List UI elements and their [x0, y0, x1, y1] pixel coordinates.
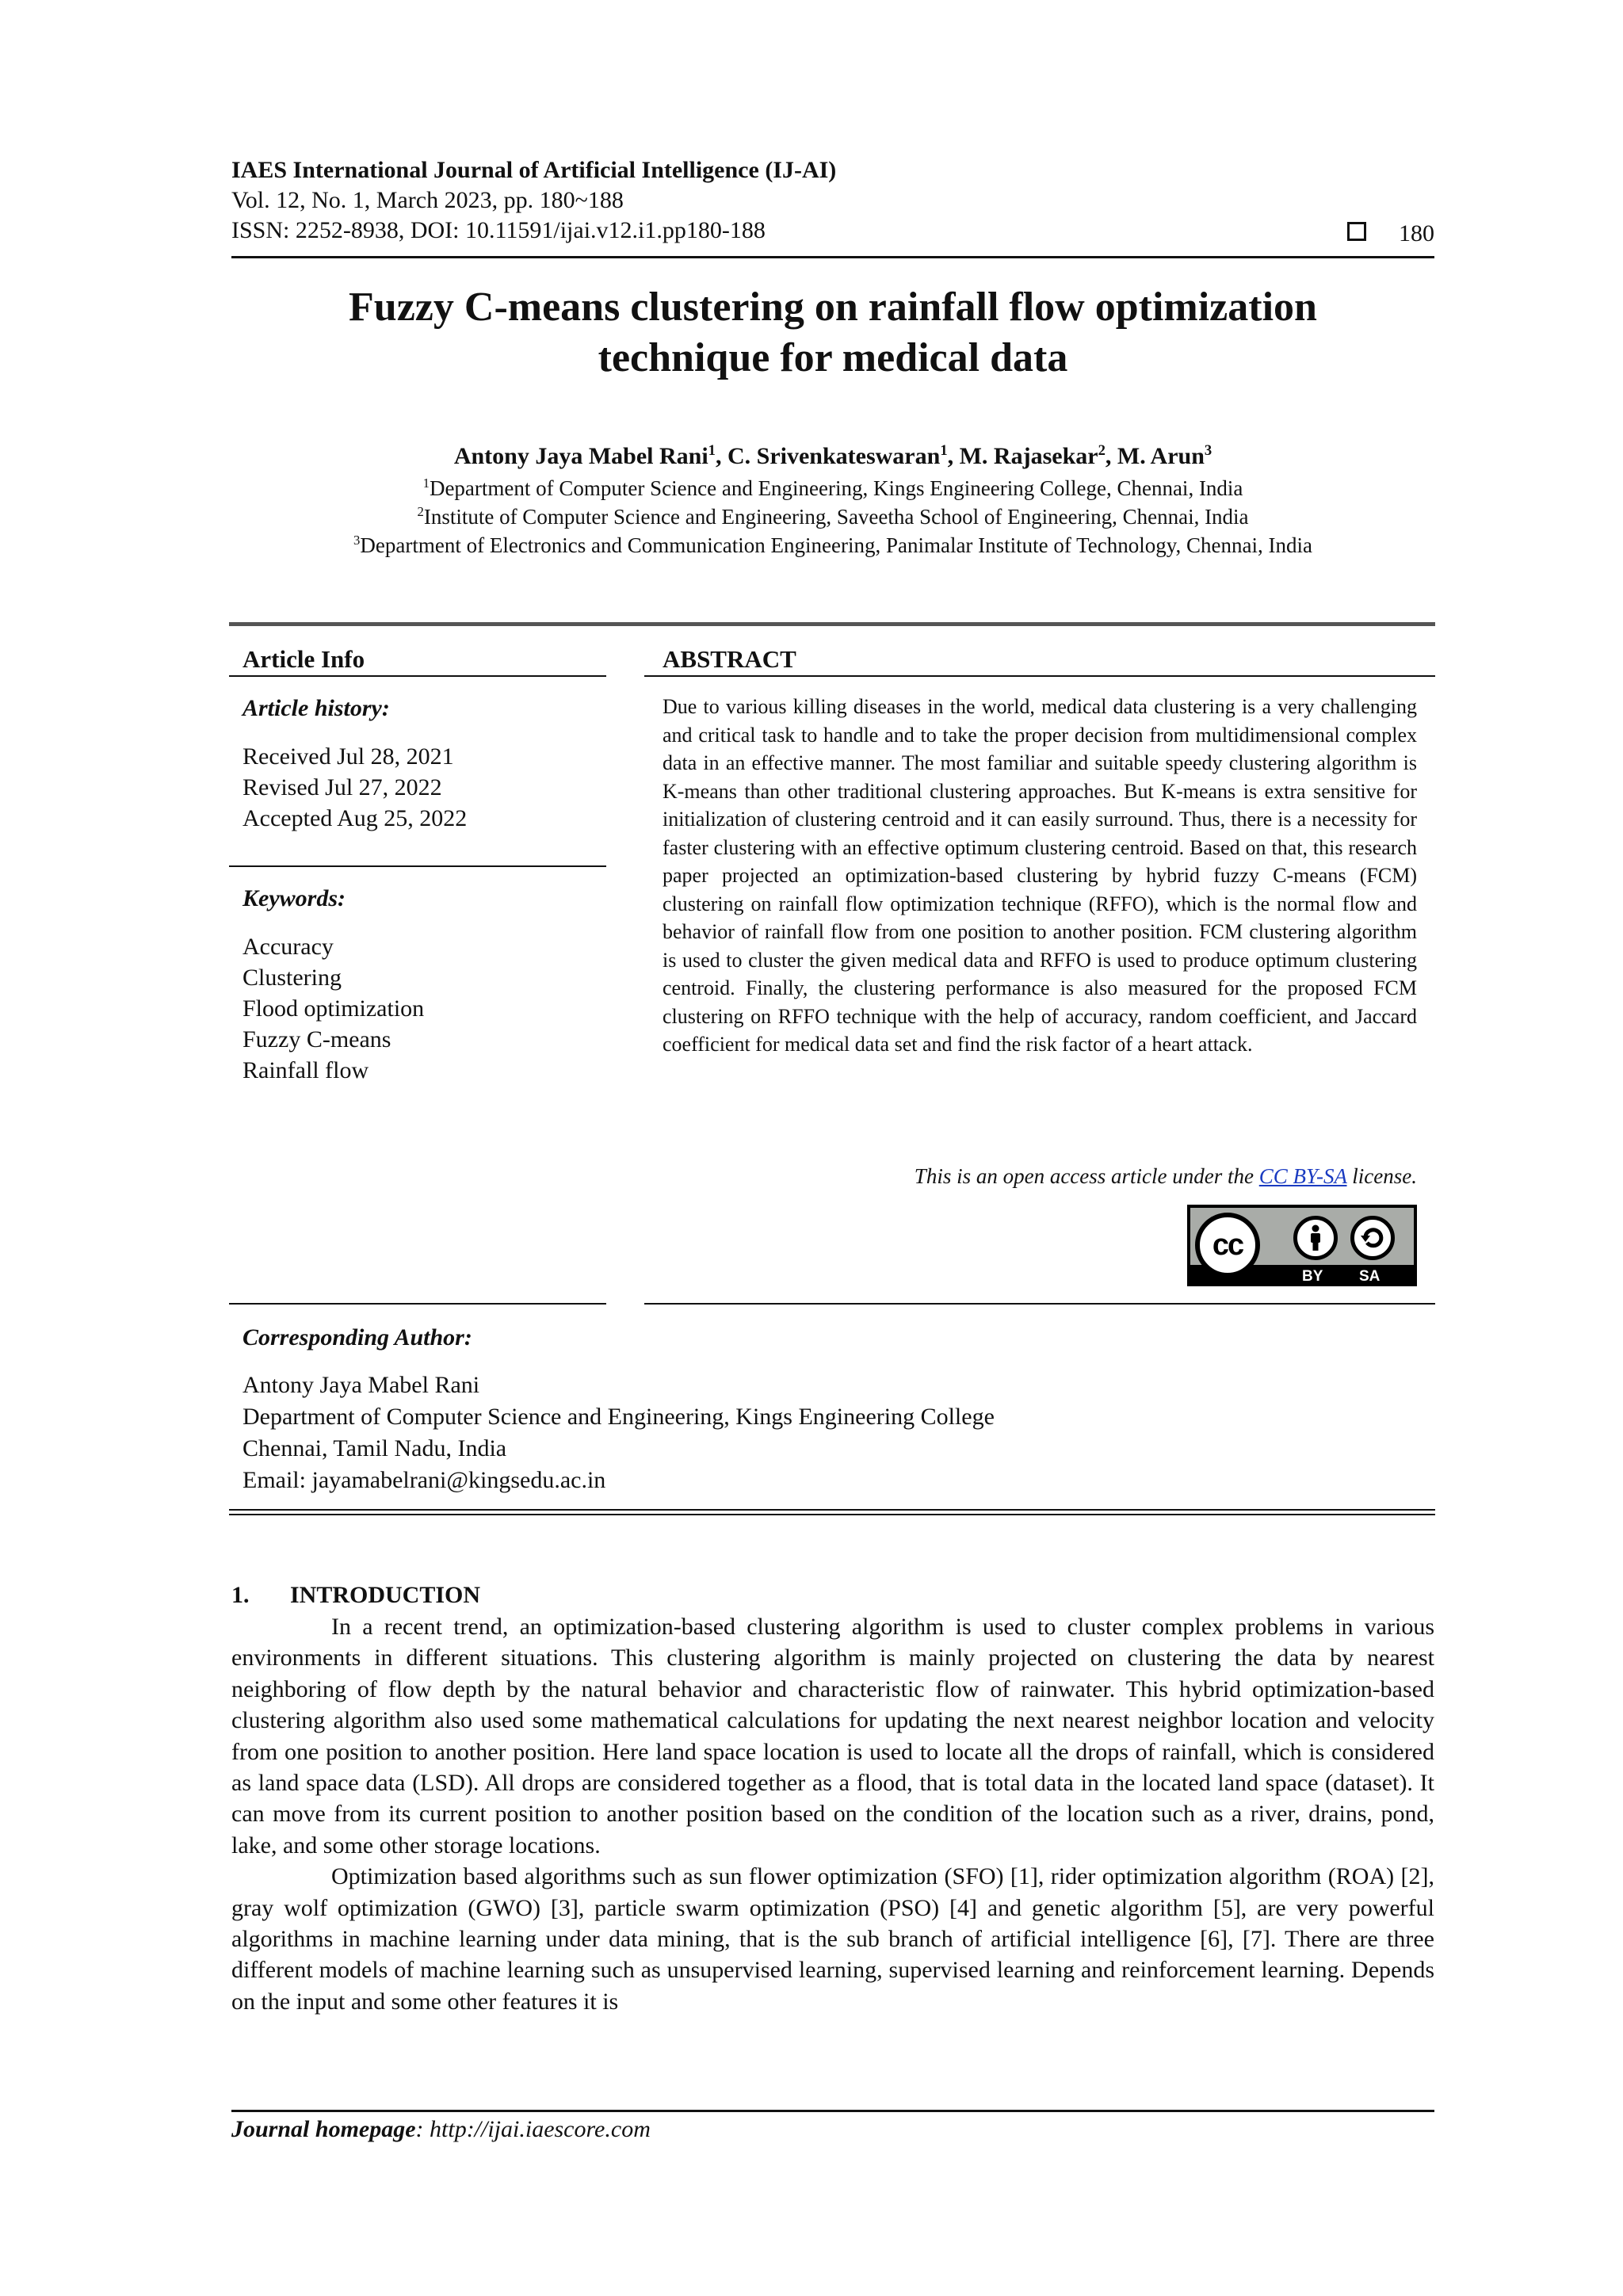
paper-title	[231, 282, 1434, 384]
author-name: M. Rajasekar	[959, 443, 1098, 469]
department-line: Department of Computer Science and Engineering, Kings Engineering College	[242, 1404, 995, 1430]
location-line: Chennai, Tamil Nadu, India	[242, 1435, 507, 1461]
affil-text: Department of Computer Science and Engineering, Kings Engineering College, Chennai, India	[429, 476, 1243, 500]
corresponding-details	[242, 1370, 995, 1496]
article-info-rule	[229, 675, 606, 677]
footer-rule	[231, 2110, 1434, 2112]
author-name: Antony Jaya Mabel Rani	[453, 443, 708, 469]
history-rule	[229, 865, 606, 867]
author-sep: ,	[1105, 443, 1117, 469]
affil-sup: 1	[422, 476, 430, 491]
revised-date: Revised Jul 27, 2022	[242, 774, 442, 800]
keyword: Fuzzy C-means	[242, 1026, 391, 1052]
corresponding-heading: Corresponding Author:	[242, 1324, 472, 1350]
author-affil-sup: 3	[1204, 442, 1212, 459]
author-affil-sup: 1	[940, 442, 948, 459]
intro-body	[231, 1611, 1434, 2017]
keyword: Clustering	[242, 965, 342, 991]
license-line	[663, 1162, 1417, 1190]
author-sep: ,	[715, 443, 727, 469]
title-line-2: technique for medical data	[598, 335, 1068, 380]
cc-icon	[1195, 1213, 1260, 1278]
abstract-text: Due to various killing diseases in the world, medical data clustering is a very challenging and critical task to handle and to take the proper decision from multidimensional complex data in an effective manner. The most familiar and suitable speedy clustering algorithm is K-means than other traditional clustering approaches. But K-means is extra sensitive for initialization of clustering centroid and it can easily surround. Thus, there is a necessity for faster clustering with an effective optimum clustering centroid. Based on that, this research paper projected an optimization-based clustering by hybrid fuzzy C-means (FCM) clustering on rainfall flow optimization technique (RFFO), which is the normal flow and behavior of rainfall flow from one position to another position. FCM clustering algorithm is used to cluster the given medical data and RFFO is used to produce optimum clustering centroid. Finally, the clustering performance is also measured for the proposed FCM clustering on RFFO technique with the help of accuracy, random coefficient, and Jaccard coefficient for medical data set and find the risk factor of a heart attack.	[663, 695, 1417, 1056]
abstract-bottom-rule	[644, 1303, 1435, 1305]
history-list	[242, 741, 467, 834]
affil-text: Department of Electronics and Communication Engineering, Panimalar Institute of Technology, Chennai, India	[360, 533, 1312, 557]
title-line-1: Fuzzy C-means clustering on rainfall flow optimization	[349, 285, 1317, 330]
history-heading: Article history:	[242, 695, 390, 721]
checkbox-square-icon	[1347, 222, 1366, 241]
keyword: Rainfall flow	[242, 1057, 369, 1083]
license-suffix: license.	[1346, 1164, 1417, 1188]
affil-sup: 3	[353, 533, 361, 548]
info-frame-top-rule	[229, 622, 1435, 626]
author-affil-sup: 2	[1098, 442, 1106, 459]
footer-label: Journal homepage	[231, 2116, 416, 2142]
keyword: Flood optimization	[242, 995, 425, 1022]
affil-sup: 2	[417, 504, 424, 519]
keywords-list	[242, 931, 424, 1086]
author-sep: ,	[947, 443, 960, 469]
cc-by-sa-badge[interactable]	[1187, 1205, 1417, 1286]
affil-text: Institute of Computer Science and Engineering, Saveetha School of Engineering, Chennai, India	[423, 505, 1249, 529]
author-list	[231, 441, 1434, 472]
running-header	[231, 155, 1434, 246]
footer	[231, 2115, 651, 2145]
author-name: M. Arun	[1117, 443, 1205, 469]
paragraph: Optimization based algorithms such as sun flower optimization (SFO) [1], rider optimization algorithm (ROA) [2], gray wolf optimization (GWO) [3], particle swarm optimization (PSO) [4] and genetic algorithm [5], are very powerful algorithms in machine learning under data mining, that is the sub branch of artificial intelligence [6], [7]. There are three different models of machine learning such as unsupervised learning, supervised learning and reinforcement learning. Depends on the input and some other features it is	[231, 1863, 1434, 2015]
affiliation-3	[231, 531, 1434, 560]
info-bottom-rule	[229, 1303, 606, 1305]
journal-name: IAES International Journal of Artificial Intelligence (IJ-AI)	[231, 157, 837, 183]
author-name: C. Srivenkateswaran	[727, 443, 941, 469]
affiliation-1	[231, 474, 1434, 502]
affiliation-2	[231, 502, 1434, 531]
received-date: Received Jul 28, 2021	[242, 743, 454, 770]
frame-bottom-rule-1	[229, 1509, 1435, 1511]
author-affil-sup: 1	[708, 442, 716, 459]
paragraph: In a recent trend, an optimization-based clustering algorithm is used to cluster complex problems in various environments in different situations. This clustering algorithm is mainly projected on clustering the data by nearest neighboring of flow depth by the natural behavior and characteristic flow of rainwater. This hybrid optimization-based clustering algorithm also used some mathematical calculations for updating the next nearest neighbor location and velocity from one position to another position. Here land space location is used to locate all the drops of rainfall, which is considered as land space data (LSD). All drops are considered together as a flood, that is total data in the located land space (dataset). It can move from its current position to another position based on the condition of the location such as a river, drains, pond, lake, and some other storage locations.	[231, 1614, 1434, 1859]
by-label: BY	[1302, 1268, 1323, 1285]
abstract-rule	[644, 675, 1435, 677]
cc-glyph: cc	[1212, 1228, 1243, 1262]
keyword: Accuracy	[242, 934, 334, 960]
keywords-heading: Keywords:	[242, 885, 346, 911]
frame-bottom-rule-2	[229, 1514, 1435, 1515]
email-line: Email: jayamabelrani@kingsedu.ac.in	[242, 1467, 606, 1493]
accepted-date: Accepted Aug 25, 2022	[242, 805, 468, 831]
volume-info: Vol. 12, No. 1, March 2023, pp. 180~188	[231, 187, 624, 213]
attribution-icon	[1293, 1216, 1338, 1260]
issn-doi: ISSN: 2252-8938, DOI: 10.11591/ijai.v12.i1.pp180-188	[231, 217, 766, 243]
author-name-line: Antony Jaya Mabel Rani	[242, 1372, 480, 1398]
share-alike-icon	[1350, 1216, 1395, 1260]
header-rule	[231, 256, 1434, 258]
section-heading-introduction	[231, 1580, 480, 1610]
page-number: 180	[1399, 220, 1434, 246]
section-number: 1.	[231, 1582, 250, 1608]
sa-label: SA	[1359, 1268, 1381, 1285]
footer-url[interactable]: : http://ijai.iaescore.com	[415, 2116, 651, 2142]
abstract-heading: ABSTRACT	[663, 645, 796, 673]
article-info-heading: Article Info	[242, 645, 365, 673]
section-title: INTRODUCTION	[290, 1582, 481, 1608]
license-prefix: This is an open access article under the	[914, 1164, 1259, 1188]
license-link[interactable]: CC BY-SA	[1258, 1164, 1347, 1188]
